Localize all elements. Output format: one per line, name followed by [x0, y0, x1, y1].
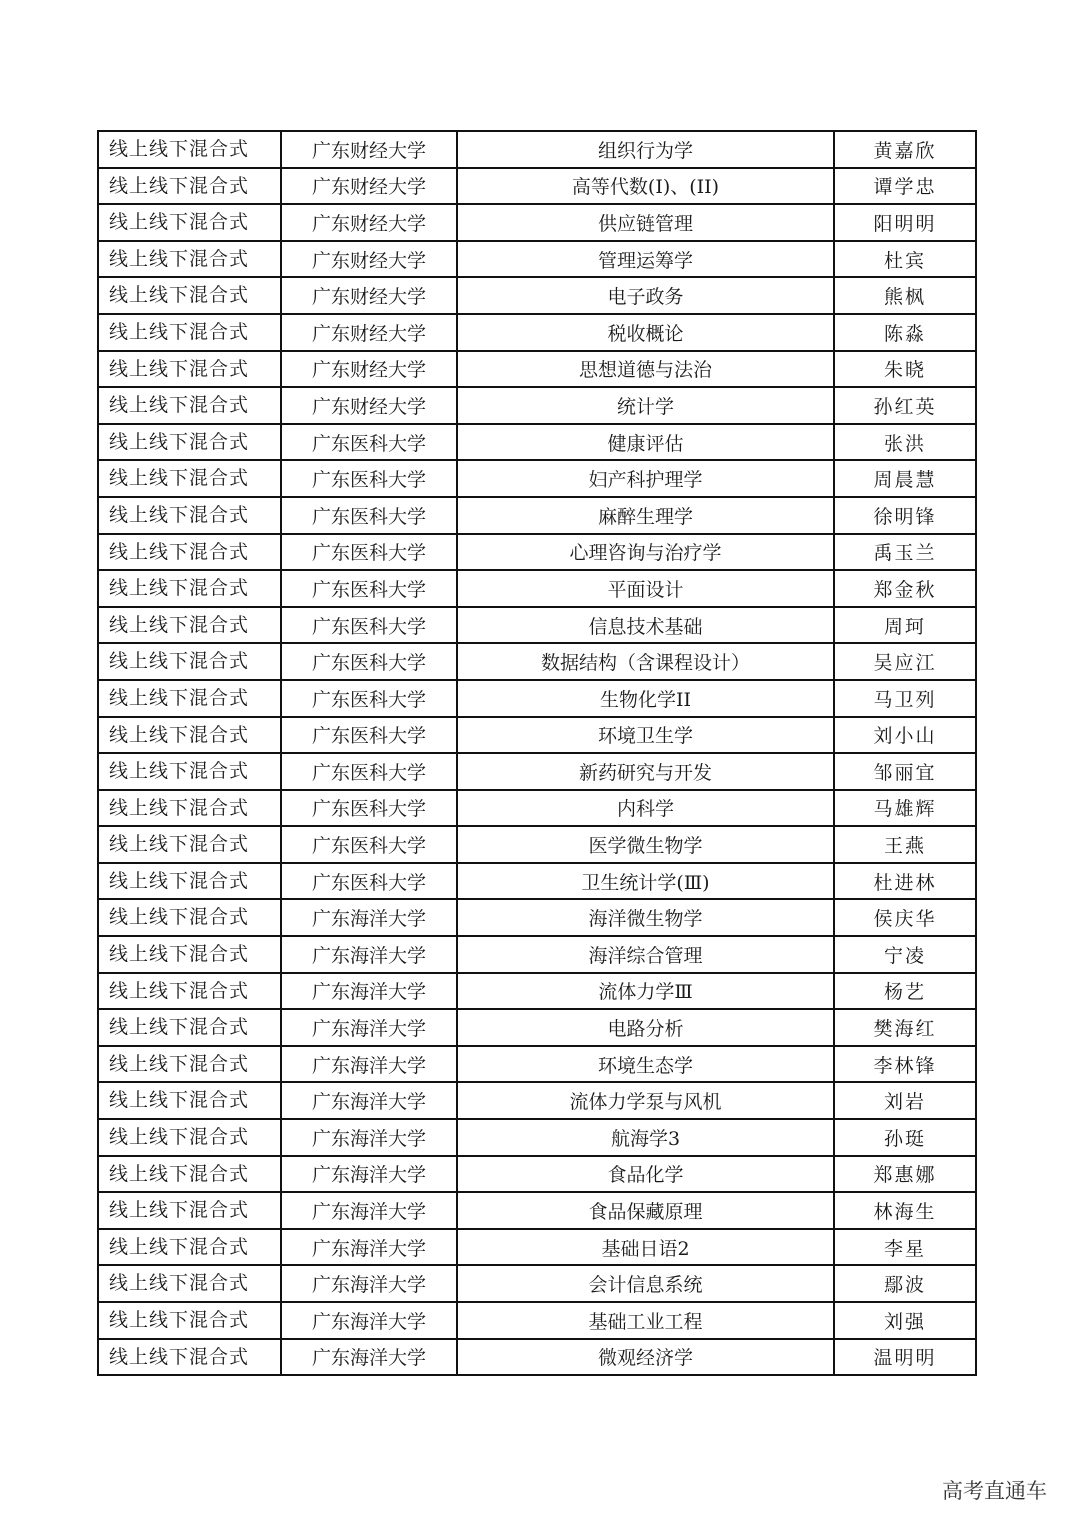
university-cell: 广东医科大学: [281, 497, 457, 534]
course-type-cell: 线上线下混合式: [98, 314, 281, 351]
teacher-cell: 温明明: [834, 1339, 976, 1376]
course-type-cell: 线上线下混合式: [98, 717, 281, 754]
teacher-cell: 熊枫: [834, 277, 976, 314]
university-cell: 广东海洋大学: [281, 1192, 457, 1229]
teacher-cell: 刘强: [834, 1302, 976, 1339]
table-row: [98, 1339, 976, 1376]
course-type-cell: 线上线下混合式: [98, 241, 281, 278]
course-name-cell: 环境生态学: [457, 1046, 834, 1083]
teacher-cell: 刘岩: [834, 1082, 976, 1119]
course-name-cell: 思想道德与法治: [457, 351, 834, 388]
table-row: [98, 826, 976, 863]
university-cell: 广东财经大学: [281, 277, 457, 314]
course-type-cell: 线上线下混合式: [98, 790, 281, 827]
table-row: [98, 277, 976, 314]
course-name-cell: 麻醉生理学: [457, 497, 834, 534]
teacher-cell: 郑惠娜: [834, 1156, 976, 1193]
course-name-cell: 健康评估: [457, 424, 834, 461]
university-cell: 广东医科大学: [281, 607, 457, 644]
course-type-cell: 线上线下混合式: [98, 607, 281, 644]
table-row: [98, 899, 976, 936]
table-row: [98, 351, 976, 388]
course-type-cell: 线上线下混合式: [98, 936, 281, 973]
course-type-cell: 线上线下混合式: [98, 1046, 281, 1083]
course-type-cell: 线上线下混合式: [98, 1229, 281, 1266]
teacher-cell: 李星: [834, 1229, 976, 1266]
university-cell: 广东医科大学: [281, 863, 457, 900]
table-row: [98, 936, 976, 973]
university-cell: 广东医科大学: [281, 790, 457, 827]
teacher-cell: 刘小山: [834, 717, 976, 754]
table-row: [98, 643, 976, 680]
course-name-cell: 数据结构（含课程设计）: [457, 643, 834, 680]
teacher-cell: 宁凌: [834, 936, 976, 973]
course-name-cell: 环境卫生学: [457, 717, 834, 754]
course-type-cell: 线上线下混合式: [98, 131, 281, 168]
teacher-cell: 禹玉兰: [834, 534, 976, 571]
course-name-cell: 电子政务: [457, 277, 834, 314]
course-type-cell: 线上线下混合式: [98, 1119, 281, 1156]
table-row: [98, 680, 976, 717]
table-row: [98, 570, 976, 607]
table-row: [98, 314, 976, 351]
course-name-cell: 食品化学: [457, 1156, 834, 1193]
university-cell: 广东医科大学: [281, 460, 457, 497]
table-row: [98, 753, 976, 790]
course-type-cell: 线上线下混合式: [98, 1009, 281, 1046]
table-row: [98, 241, 976, 278]
table-row: [98, 1082, 976, 1119]
teacher-cell: 杨艺: [834, 973, 976, 1010]
course-type-cell: 线上线下混合式: [98, 387, 281, 424]
course-name-cell: 妇产科护理学: [457, 460, 834, 497]
course-type-cell: 线上线下混合式: [98, 1156, 281, 1193]
university-cell: 广东财经大学: [281, 314, 457, 351]
table-row: [98, 1302, 976, 1339]
university-cell: 广东海洋大学: [281, 1339, 457, 1376]
teacher-cell: 阳明明: [834, 204, 976, 241]
teacher-cell: 杜宾: [834, 241, 976, 278]
teacher-cell: 郑金秋: [834, 570, 976, 607]
table-row: [98, 1156, 976, 1193]
teacher-cell: 吴应江: [834, 643, 976, 680]
course-type-cell: 线上线下混合式: [98, 1192, 281, 1229]
course-type-cell: 线上线下混合式: [98, 1082, 281, 1119]
university-cell: 广东医科大学: [281, 680, 457, 717]
teacher-cell: 杜进林: [834, 863, 976, 900]
teacher-cell: 朱晓: [834, 351, 976, 388]
teacher-cell: 侯庆华: [834, 899, 976, 936]
table-row: [98, 204, 976, 241]
teacher-cell: 黄嘉欣: [834, 131, 976, 168]
course-type-cell: 线上线下混合式: [98, 863, 281, 900]
course-type-cell: 线上线下混合式: [98, 277, 281, 314]
course-type-cell: 线上线下混合式: [98, 570, 281, 607]
course-type-cell: 线上线下混合式: [98, 826, 281, 863]
course-name-cell: 心理咨询与治疗学: [457, 534, 834, 571]
university-cell: 广东海洋大学: [281, 1119, 457, 1156]
university-cell: 广东医科大学: [281, 424, 457, 461]
table-row: [98, 460, 976, 497]
teacher-cell: 陈淼: [834, 314, 976, 351]
teacher-cell: 周珂: [834, 607, 976, 644]
course-type-cell: 线上线下混合式: [98, 1265, 281, 1302]
course-name-cell: 平面设计: [457, 570, 834, 607]
course-name-cell: 医学微生物学: [457, 826, 834, 863]
table-row: [98, 131, 976, 168]
course-name-cell: 微观经济学: [457, 1339, 834, 1376]
university-cell: 广东医科大学: [281, 717, 457, 754]
teacher-cell: 周晨慧: [834, 460, 976, 497]
course-table: [97, 130, 977, 1376]
course-table-body: [98, 131, 976, 1375]
teacher-cell: 孙红英: [834, 387, 976, 424]
course-name-cell: 电路分析: [457, 1009, 834, 1046]
course-name-cell: 基础日语2: [457, 1229, 834, 1266]
course-name-cell: 会计信息系统: [457, 1265, 834, 1302]
university-cell: 广东医科大学: [281, 753, 457, 790]
teacher-cell: 樊海红: [834, 1009, 976, 1046]
teacher-cell: 孙珽: [834, 1119, 976, 1156]
university-cell: 广东海洋大学: [281, 1265, 457, 1302]
university-cell: 广东财经大学: [281, 351, 457, 388]
course-type-cell: 线上线下混合式: [98, 424, 281, 461]
teacher-cell: 马卫列: [834, 680, 976, 717]
course-name-cell: 高等代数(I)、(II): [457, 168, 834, 205]
course-type-cell: 线上线下混合式: [98, 680, 281, 717]
teacher-cell: 李林锋: [834, 1046, 976, 1083]
university-cell: 广东海洋大学: [281, 1082, 457, 1119]
teacher-cell: 张洪: [834, 424, 976, 461]
course-name-cell: 海洋微生物学: [457, 899, 834, 936]
table-row: [98, 607, 976, 644]
watermark: 高考直通车: [942, 1479, 1047, 1503]
table-row: [98, 717, 976, 754]
table-row: [98, 424, 976, 461]
table-row: [98, 1009, 976, 1046]
teacher-cell: 邹丽宜: [834, 753, 976, 790]
teacher-cell: 徐明锋: [834, 497, 976, 534]
table-row: [98, 790, 976, 827]
course-name-cell: 组织行为学: [457, 131, 834, 168]
course-name-cell: 基础工业工程: [457, 1302, 834, 1339]
course-type-cell: 线上线下混合式: [98, 497, 281, 534]
course-name-cell: 内科学: [457, 790, 834, 827]
course-name-cell: 海洋综合管理: [457, 936, 834, 973]
teacher-cell: 林海生: [834, 1192, 976, 1229]
table-row: [98, 973, 976, 1010]
university-cell: 广东海洋大学: [281, 899, 457, 936]
course-name-cell: 航海学3: [457, 1119, 834, 1156]
university-cell: 广东医科大学: [281, 570, 457, 607]
course-name-cell: 信息技术基础: [457, 607, 834, 644]
university-cell: 广东海洋大学: [281, 936, 457, 973]
university-cell: 广东财经大学: [281, 204, 457, 241]
course-type-cell: 线上线下混合式: [98, 168, 281, 205]
table-row: [98, 1265, 976, 1302]
table-row: [98, 168, 976, 205]
course-type-cell: 线上线下混合式: [98, 899, 281, 936]
course-name-cell: 流体力学Ⅲ: [457, 973, 834, 1010]
course-type-cell: 线上线下混合式: [98, 460, 281, 497]
teacher-cell: 谭学忠: [834, 168, 976, 205]
table-row: [98, 1119, 976, 1156]
university-cell: 广东医科大学: [281, 534, 457, 571]
university-cell: 广东海洋大学: [281, 1156, 457, 1193]
course-name-cell: 生物化学II: [457, 680, 834, 717]
table-row: [98, 387, 976, 424]
course-type-cell: 线上线下混合式: [98, 753, 281, 790]
teacher-cell: 鄢波: [834, 1265, 976, 1302]
university-cell: 广东财经大学: [281, 168, 457, 205]
course-name-cell: 税收概论: [457, 314, 834, 351]
university-cell: 广东海洋大学: [281, 1046, 457, 1083]
course-name-cell: 食品保藏原理: [457, 1192, 834, 1229]
course-type-cell: 线上线下混合式: [98, 973, 281, 1010]
course-type-cell: 线上线下混合式: [98, 1302, 281, 1339]
university-cell: 广东财经大学: [281, 241, 457, 278]
table-row: [98, 863, 976, 900]
course-name-cell: 卫生统计学(Ⅲ): [457, 863, 834, 900]
course-type-cell: 线上线下混合式: [98, 204, 281, 241]
teacher-cell: 王燕: [834, 826, 976, 863]
university-cell: 广东海洋大学: [281, 1009, 457, 1046]
university-cell: 广东财经大学: [281, 387, 457, 424]
course-type-cell: 线上线下混合式: [98, 351, 281, 388]
university-cell: 广东财经大学: [281, 131, 457, 168]
university-cell: 广东医科大学: [281, 826, 457, 863]
table-row: [98, 1229, 976, 1266]
table-row: [98, 534, 976, 571]
course-type-cell: 线上线下混合式: [98, 534, 281, 571]
course-type-cell: 线上线下混合式: [98, 643, 281, 680]
teacher-cell: 马雄辉: [834, 790, 976, 827]
course-name-cell: 供应链管理: [457, 204, 834, 241]
university-cell: 广东海洋大学: [281, 973, 457, 1010]
course-name-cell: 新药研究与开发: [457, 753, 834, 790]
table-row: [98, 1046, 976, 1083]
course-name-cell: 流体力学泵与风机: [457, 1082, 834, 1119]
course-name-cell: 统计学: [457, 387, 834, 424]
university-cell: 广东医科大学: [281, 643, 457, 680]
university-cell: 广东海洋大学: [281, 1229, 457, 1266]
university-cell: 广东海洋大学: [281, 1302, 457, 1339]
course-name-cell: 管理运筹学: [457, 241, 834, 278]
table-row: [98, 497, 976, 534]
table-row: [98, 1192, 976, 1229]
course-type-cell: 线上线下混合式: [98, 1339, 281, 1376]
